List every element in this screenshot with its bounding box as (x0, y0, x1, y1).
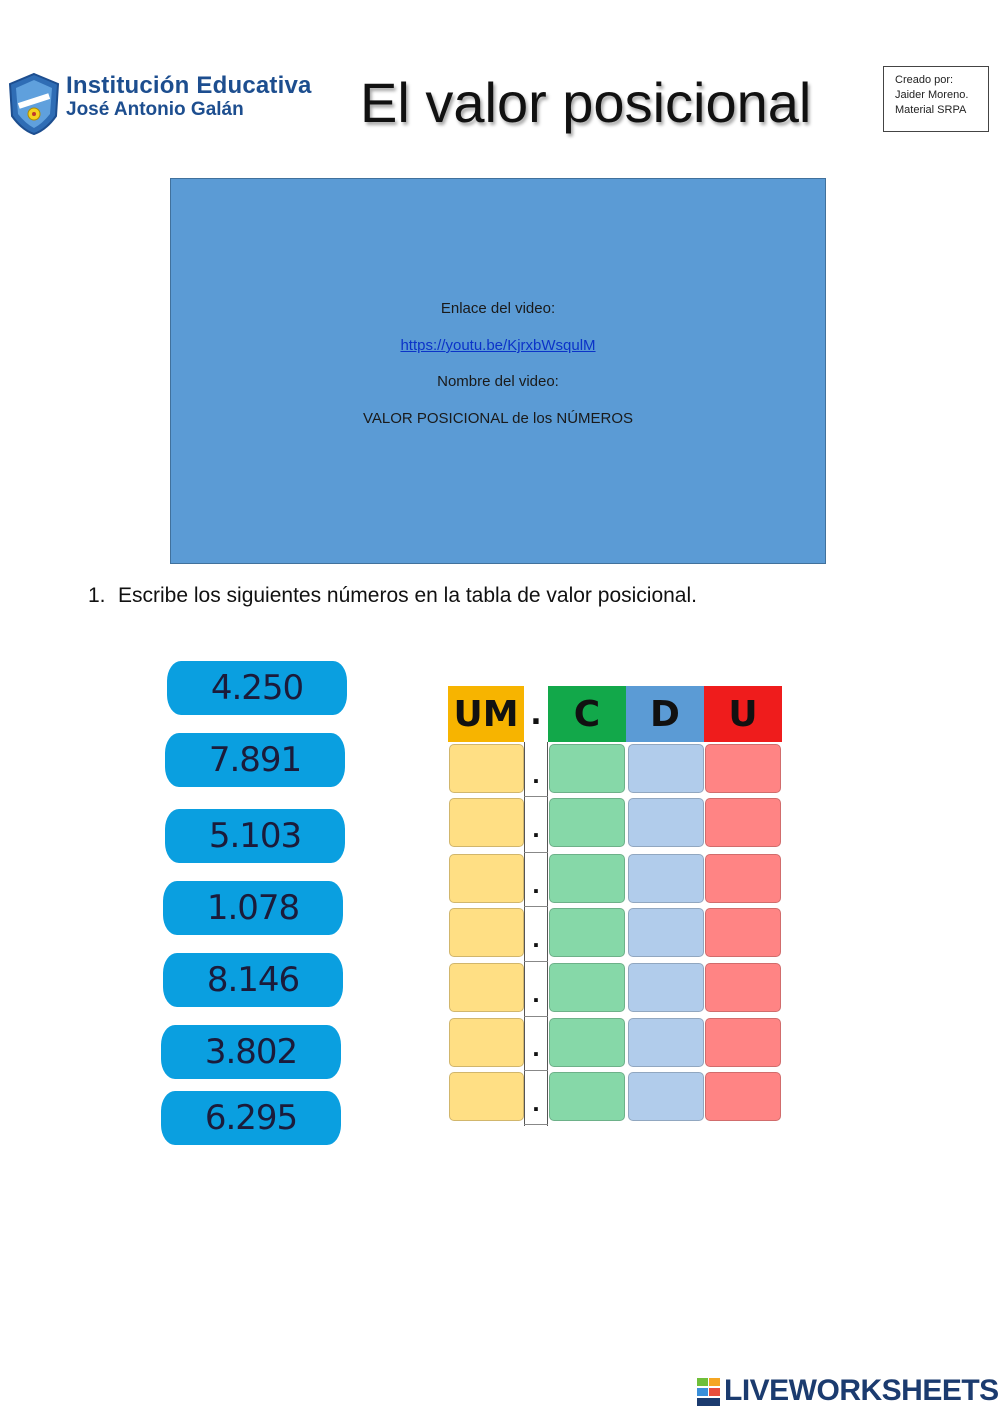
institution-logo (6, 72, 62, 136)
answer-um[interactable] (449, 744, 524, 793)
answer-c[interactable] (549, 1072, 625, 1121)
row-divider (524, 961, 548, 962)
answer-um[interactable] (449, 798, 524, 847)
header-c: C (548, 686, 626, 742)
number-card[interactable]: 4.250 (167, 661, 347, 715)
row-divider (524, 796, 548, 797)
row-divider (524, 852, 548, 853)
answer-um[interactable] (449, 854, 524, 903)
header-um: UM (448, 686, 524, 742)
answer-u[interactable] (705, 1072, 781, 1121)
row-separator: . (532, 1032, 540, 1062)
video-info-box (170, 178, 826, 564)
header-separator: . (524, 686, 548, 742)
liveworksheets-brand: LIVEWORKSHEETS (724, 1374, 999, 1407)
row-separator: . (532, 978, 540, 1008)
credit-line: Creado por: (895, 74, 954, 86)
row-separator: . (532, 869, 540, 899)
answer-d[interactable] (628, 1072, 704, 1121)
answer-u[interactable] (705, 798, 781, 847)
credit-box (883, 66, 989, 132)
number-card[interactable]: 3.802 (161, 1025, 341, 1079)
video-link[interactable]: https://youtu.be/KjrxbWsqulM (400, 337, 596, 354)
answer-u[interactable] (705, 854, 781, 903)
row-divider (524, 906, 548, 907)
header-d: D (626, 686, 704, 742)
place-value-table (448, 686, 782, 1126)
answer-um[interactable] (449, 963, 524, 1012)
answer-d[interactable] (628, 908, 704, 957)
credit-author: Jaider Moreno. (895, 89, 969, 101)
answer-u[interactable] (705, 908, 781, 957)
answer-c[interactable] (549, 798, 625, 847)
answer-c[interactable] (549, 908, 625, 957)
video-name: VALOR POSICIONAL de los NÚMEROS (362, 410, 634, 427)
header-u: U (704, 686, 782, 742)
answer-um[interactable] (449, 908, 524, 957)
credit-material: Material SRPA (895, 104, 967, 116)
answer-c[interactable] (549, 963, 625, 1012)
answer-d[interactable] (628, 1018, 704, 1067)
answer-um[interactable] (449, 1018, 524, 1067)
institution-subname: José Antonio Galán (66, 99, 244, 120)
answer-u[interactable] (705, 744, 781, 793)
number-card[interactable]: 8.146 (163, 953, 343, 1007)
number-card[interactable]: 1.078 (163, 881, 343, 935)
answer-d[interactable] (628, 854, 704, 903)
liveworksheets-logo-icon (697, 1378, 721, 1406)
row-divider (524, 1124, 548, 1125)
video-link-label: Enlace del video: (440, 300, 556, 317)
answer-um[interactable] (449, 1072, 524, 1121)
row-separator: . (532, 759, 540, 789)
instruction-number: 1. (88, 584, 106, 607)
answer-u[interactable] (705, 1018, 781, 1067)
answer-c[interactable] (549, 1018, 625, 1067)
instruction (88, 584, 697, 608)
row-separator: . (532, 813, 540, 843)
page-title: El valor posicional (360, 71, 812, 134)
answer-c[interactable] (549, 744, 625, 793)
institution-name: Institución Educativa (66, 72, 312, 99)
number-card[interactable]: 5.103 (165, 809, 345, 863)
row-divider (524, 1016, 548, 1017)
instruction-text: Escribe los siguientes números en la tabla de valor posicional. (118, 584, 697, 607)
row-separator: . (532, 923, 540, 953)
answer-d[interactable] (628, 798, 704, 847)
answer-d[interactable] (628, 963, 704, 1012)
answer-u[interactable] (705, 963, 781, 1012)
number-card[interactable]: 6.295 (161, 1091, 341, 1145)
row-separator: . (532, 1087, 540, 1117)
answer-c[interactable] (549, 854, 625, 903)
video-name-label: Nombre del video: (437, 373, 559, 390)
row-divider (524, 1070, 548, 1071)
answer-d[interactable] (628, 744, 704, 793)
number-card[interactable]: 7.891 (165, 733, 345, 787)
